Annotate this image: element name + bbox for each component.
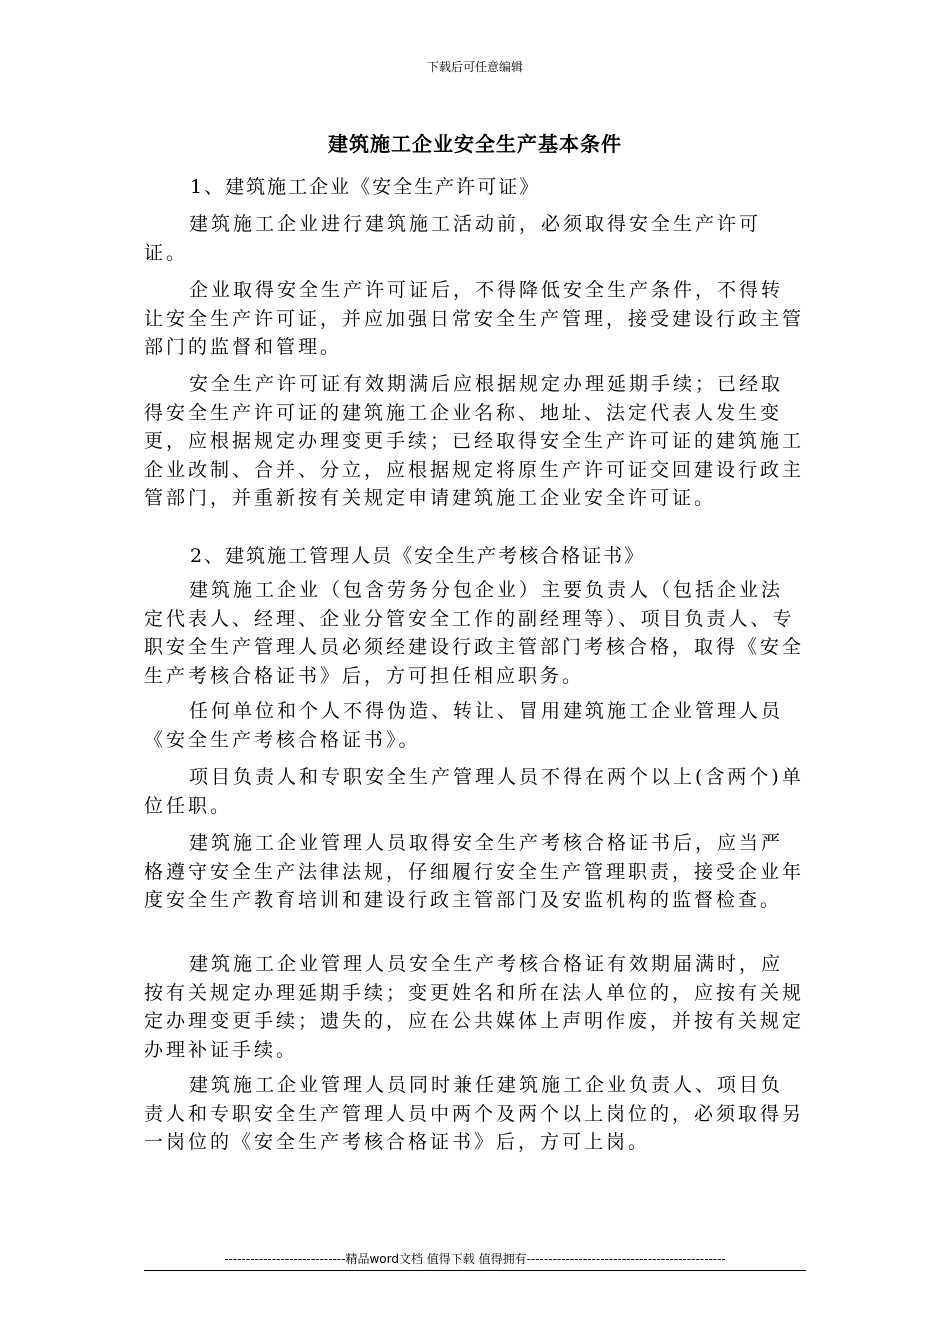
paragraph-3: 安全生产许可证有效期满后应根据规定办理延期手续；已经取得安全生产许可证的建筑施工企业名称、地址、法定代表人发生变更，应根据规定办理变更手续；已经取得安全生产许可证的建筑施工企业改制、合并、分立，应根据规定将原生产许可证交回建设行政主管部门，并重新按有关规定申请建筑施工企业安全许可证。 bbox=[144, 373, 805, 509]
paragraph-1: 建筑施工企业进行建筑施工活动前，必须取得安全生产许可证。 bbox=[144, 213, 762, 264]
page-header-note: 下载后可任意编辑 bbox=[426, 60, 523, 74]
paragraph-7: 建筑施工企业管理人员取得安全生产考核合格证书后，应当严格遵守安全生产法律法规，仔细履行安全生产管理职责，接受企业年度安全生产教育培训和建设行政主管部门及安监机构的监督检查。 bbox=[144, 832, 805, 911]
paragraph-6: 项目负责人和专职安全生产管理人员不得在两个以上(含两个)单位任职。 bbox=[144, 766, 804, 817]
paragraph-9: 建筑施工企业管理人员同时兼任建筑施工企业负责人、项目负责人和专职安全生产管理人员中两个及两个以上岗位的，必须取得另一岗位的《安全生产考核合格证书》后，方可上岗。 bbox=[144, 1074, 805, 1153]
paragraph-8: 建筑施工企业管理人员安全生产考核合格证有效期届满时，应按有关规定办理延期手续；变更姓名和所在法人单位的，应按有关规定办理变更手续；遗失的，应在公共媒体上声明作废，并按有关规定办理补证手续。 bbox=[144, 953, 805, 1061]
footer-divider bbox=[144, 1270, 806, 1271]
page-footer: ----------------------------精品word文档 值得下载 值得拥有---------------------------------------------- bbox=[224, 1252, 726, 1266]
paragraph-2: 企业取得安全生产许可证后，不得降低安全生产条件，不得转让安全生产许可证，并应加强日常安全生产管理，接受建设行政主管部门的监督和管理。 bbox=[144, 279, 805, 358]
section-heading-2: 2、建筑施工管理人员《安全生产考核合格证书》 bbox=[190, 545, 646, 567]
paragraph-5: 任何单位和个人不得伪造、转让、冒用建筑施工企业管理人员《安全生产考核合格证书》。 bbox=[144, 700, 784, 751]
paragraph-4: 建筑施工企业（包含劳务分包企业）主要负责人（包括企业法定代表人、经理、企业分管安全工作的副经理等）、项目负责人、专职安全生产管理人员必须经建设行政主管部门考核合格，取得《安全生产考核合格证书》后，方可担任相应职务。 bbox=[144, 579, 805, 687]
document-title: 建筑施工企业安全生产基本条件 bbox=[328, 132, 622, 156]
section-heading-1: 1、建筑施工企业《安全生产许可证》 bbox=[190, 176, 541, 198]
